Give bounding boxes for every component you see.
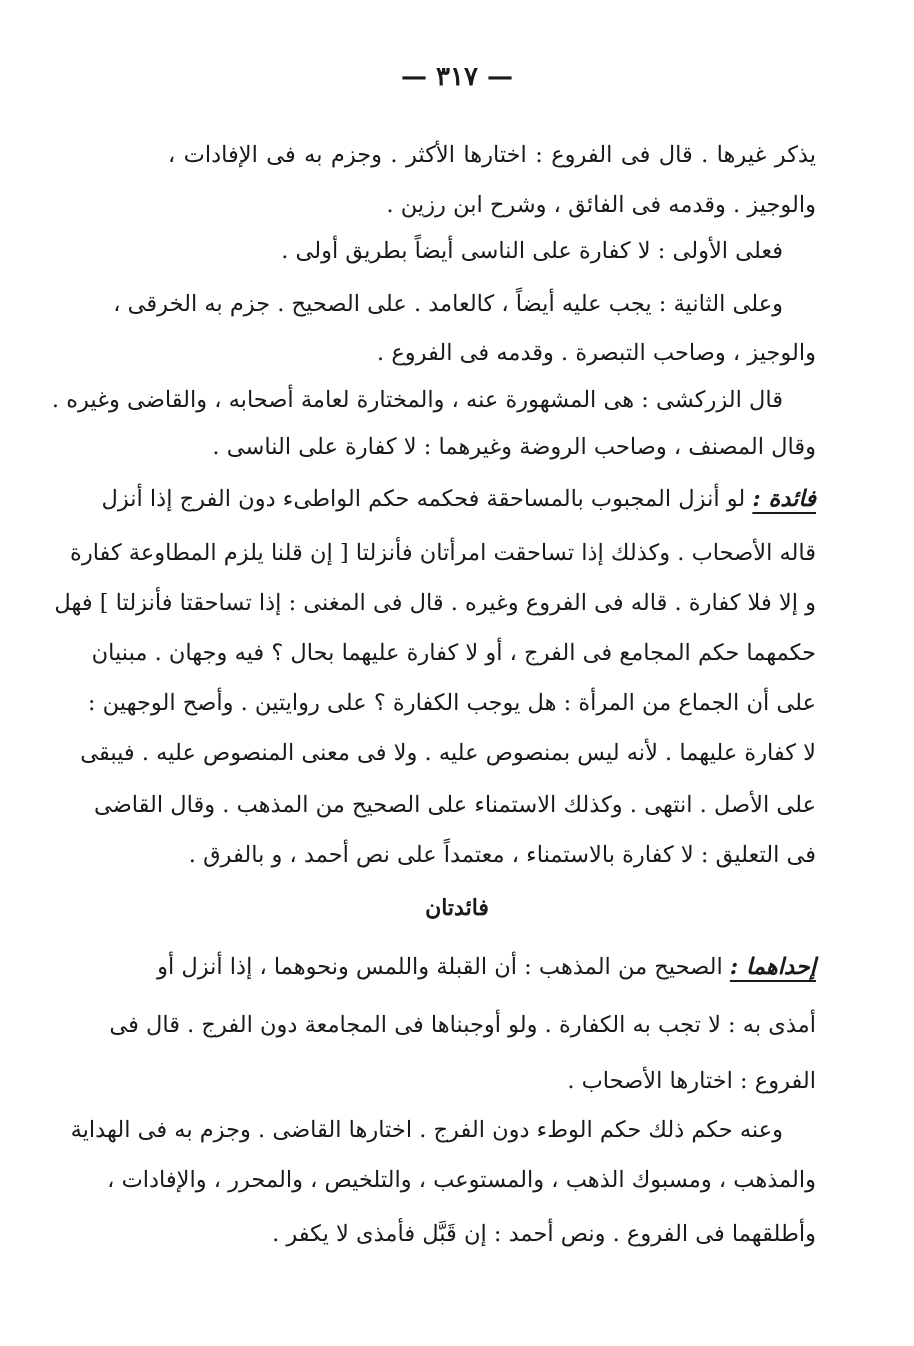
faida-line	[101, 484, 816, 514]
page-number: — ٣١٧ —	[400, 62, 514, 92]
text-line: قاله الأصحاب . وكذلك إذا تساحقت امرأتان فأنزلتا [ إن قلنا يلزم المطاوعة كفارة	[70, 540, 816, 566]
section-heading: فائدتان	[425, 895, 489, 921]
text-line: و إلا فلا كفارة . قاله فى الفروع وغيره . قال فى المغنى : إذا تساحقتا فأنزلتا ] فهل	[54, 590, 816, 616]
text-line: على أن الجماع من المرأة : هل يوجب الكفارة ؟ على روايتين . وأصح الوجهين :	[87, 690, 816, 716]
text-line: وقال المصنف ، وصاحب الروضة وغيرهما : لا كفارة على الناسى .	[212, 434, 816, 460]
text-line: حكمهما حكم المجامع فى الفرج ، أو لا كفارة عليهما بحال ؟ فيه وجهان . مبنيان	[91, 640, 816, 666]
text-line: وعنه حكم ذلك حكم الوطء دون الفرج . اختارها القاضى . وجزم به فى الهداية	[70, 1117, 783, 1143]
text-line: أمذى به : لا تجب به الكفارة . ولو أوجبناها فى المجامعة دون الفرج . قال فى	[109, 1012, 816, 1038]
text-line: والوجيز ، وصاحب التبصرة . وقدمه فى الفروع .	[377, 340, 816, 366]
text-line: والوجيز . وقدمه فى الفائق ، وشرح ابن رزين .	[386, 192, 816, 218]
text-line: والمذهب ، ومسبوك الذهب ، والمستوعب ، والتلخيص ، والمحرر ، والإفادات ،	[107, 1167, 816, 1193]
text-line: لو أنزل المجبوب بالمساحقة فحكمه حكم الواطىء دون الفرج إذا أنزل	[101, 486, 746, 512]
faida-label: فائدة :	[752, 486, 816, 512]
text-line: وعلى الثانية : يجب عليه أيضاً ، كالعامد . على الصحيح . جزم به الخرقى ،	[113, 291, 783, 317]
text-line: الفروع : اختارها الأصحاب .	[567, 1068, 816, 1094]
text-line: على الأصل . انتهى . وكذلك الاستمناء على الصحيح من المذهب . وقال القاضى	[93, 792, 816, 818]
text-line: فى التعليق : لا كفارة بالاستمناء ، معتمداً على نص أحمد ، و بالفرق .	[188, 842, 816, 868]
text-line: فعلى الأولى : لا كفارة على الناسى أيضاً بطريق أولى .	[281, 238, 783, 264]
text-line: قال الزركشى : هى المشهورة عنه ، والمختارة لعامة أصحابه ، والقاضى وغيره .	[51, 387, 783, 413]
ihdahuma-label: إحداهما :	[729, 954, 816, 980]
text-line: وأطلقهما فى الفروع . ونص أحمد : إن قَبَّل فأمذى لا يكفر .	[272, 1221, 816, 1247]
text-line: يذكر غيرها . قال فى الفروع : اختارها الأكثر . وجزم به فى الإفادات ،	[168, 142, 816, 168]
text-line: الصحيح من المذهب : أن القبلة واللمس ونحوهما ، إذا أنزل أو	[157, 954, 723, 980]
ihdahuma-line	[157, 952, 816, 982]
text-line: لا كفارة عليهما . لأنه ليس بمنصوص عليه . ولا فى معنى المنصوص عليه . فيبقى	[80, 740, 816, 766]
